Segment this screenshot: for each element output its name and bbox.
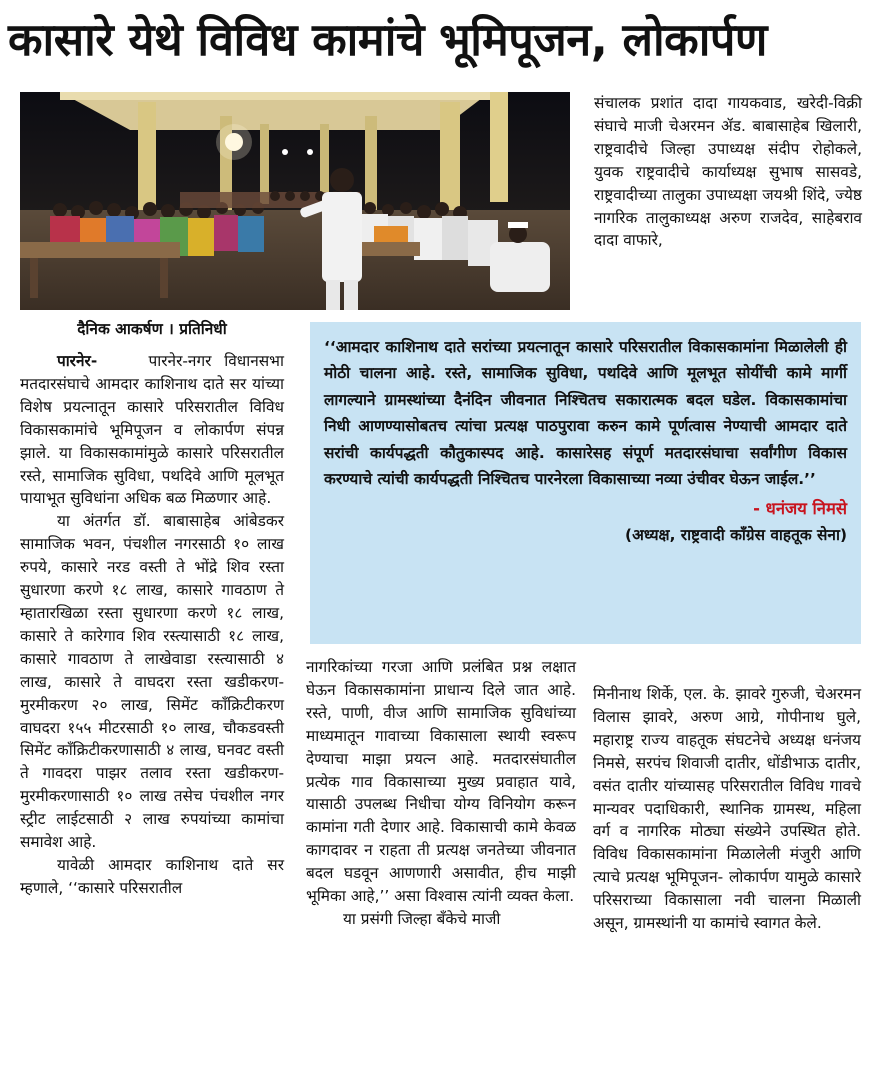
paragraph: यावेळी आमदार काशिनाथ दाते सर म्हणाले, ‘‘कासारे परिसरातील (20, 855, 284, 897)
paragraph: संचालक प्रशांत दादा गायकवाड, खरेदी-विक्री संघाचे माजी चेअरमन ॲड. बाबासाहेब खिलारी, राष्ट्रवादीचे जिल्हा उपाध्यक्ष संदीप रोहोकले, युवक राष्ट्रवादीचे कार्याध्यक्ष सुभाष सासवडे, राष्ट्रवादीच्या तालुका उपाध्यक्षा जयश्री शिंदे, ज्येष्ठ नागरिक तालुकाध्यक्ष अरुण राजदेव, साहेबराव दादा वाफारे, (594, 94, 862, 250)
column-1 (20, 350, 284, 900)
paragraph-text: पारनेर-नगर विधानसभा मतदारसंघाचे आमदार काशिनाथ दाते सर यांच्या विशेष प्रयत्नातून कासारे परिसरातील विविध विकासकामांचे भूमिपूजन व लोकार्पण संपन्न झाले. या विकासकामांमुळे कासारे परिसरातील रस्ते, सामाजिक सुविधा, पथदिवे आणि मूलभूत पायाभूत सुविधांना अधिक बळ मिळणार आहे. (20, 352, 284, 508)
paragraph: मिनीनाथ शिर्के, एल. के. झावरे गुरुजी, चेअरमन विलास झावरे, अरुण आग्रे, गोपीनाथ घुले, महाराष्ट्र राज्य वाहतूक संघटनेचे अध्यक्ष धनंजय निमसे, सरपंच शिवाजी दातीर, धोंडीभाऊ दातीर, वसंत दातीर यांच्यासह परिसरातील विविध गावचे मान्यवर पदाधिकारी, स्थानिक ग्रामस्थ, महिला वर्ग व नागरिक मोठ्या संख्येने उपस्थित होते. विविध विकासकामांना मिळालेली मंजुरी आणि त्याचे प्रत्यक्ष भूमिपूजन- लोकार्पण यामुळे कासारे परिसराच्या विकासाला नवी चालना मिळाली असून, ग्रामस्थांनी या कामांचे स्वागत केले. (593, 685, 861, 933)
quote-text: ‘‘आमदार काशिनाथ दाते सरांच्या प्रयत्नातून कासारे परिसरातील विकासकामांना मिळालेली ही मोठी चालना आहे. रस्ते, सामाजिक सुविधा, पथदिवे आणि मूलभूत सोयींची कामे मार्गी लागल्याने ग्रामस्थांच्या दैनंदिन जीवनात निश्चितच सकारात्मक बदल घडेल. विकासकामांचा निधी आणण्यासोबतच त्यांचा प्रत्यक्ष पाठपुरावा करुन कामे पूर्णत्वास नेण्याची आमदार दाते सरांची कार्यपद्धती कौतुकास्पद आहे. कासारेसह संपूर्ण मतदारसंघाचा सर्वांगीण विकास करण्याचे त्यांची कार्यपद्धती निश्चितच पारनेरला विकासाच्या नव्या उंचीवर घेऊन जाईल.’’ (324, 338, 847, 489)
paragraph (20, 350, 284, 510)
headline: कासारे येथे विविध कामांचे भूमिपूजन, लोकार्पण (8, 13, 767, 66)
paragraph: या प्रसंगी जिल्हा बँकेचे माजी (342, 909, 501, 928)
quote-author: - धनंजय निमसे (753, 499, 847, 519)
column-top-right (594, 92, 862, 252)
quote-author-title: (अध्यक्ष, राष्ट्रवादी काँग्रेस वाहतूक सेना) (625, 526, 847, 545)
paragraph: या अंतर्गत डॉ. बाबासाहेब आंबेडकर सामाजिक भवन, पंचशील नगरसाठी १० लाख रुपये, कासारे नरड वस्ती ते भोंद्रे शिव रस्ता सुधारणा करणे १८ लाख, कासारे गावठाण ते म्हातारखिळा रस्ता सुधारणा करणे १८ लाख, कासारे ते कारेगाव शिव रस्त्यासाठी १८ लाख, कासारे गावठाण ते लाखेवाडा रस्त्यासाठी ४ लाख, कासारे ते वाघदरा रस्ता खडीकरण- मुरमीकरण २० लाख, सिमेंट काँक्रिटीकरण वाघदरा १५५ मीटरसाठी १० लाख, चौकडवस्ती सिमेंट काँक्रिटीकरणासाठी ४ लाख, घनवट वस्ती ते गावदरा पाझर तलाव रस्ता खडीकरण-मुरमीकरणासाठी १० लाख तसेच पंचशील नगर स्ट्रीट लाईटसाठी २ लाख रुपयांच्या कामांचा समावेश आहे. (20, 512, 284, 852)
byline: दैनिक आकर्षण । प्रतिनिधी (77, 320, 227, 338)
column-2 (306, 656, 576, 931)
event-photo-icon (20, 92, 570, 310)
dateline-place: पारनेर- (56, 352, 98, 370)
column-3 (593, 683, 861, 935)
paragraph: नागरिकांच्या गरजा आणि प्रलंबित प्रश्न लक्षात घेऊन विकासकामांना प्राधान्य दिले जात आहे. रस्ते, पाणी, वीज आणि सामाजिक सुविधांच्या माध्यमातून गावाच्या विकासाला स्थायी स्वरूप देण्याचा माझा प्रयत्न आहे. मतदारसंघातील प्रत्येक गाव विकासाच्या मुख्य प्रवाहात यावे, यासाठी उपलब्ध निधीचा योग्य विनियोग करून कामांना गती देणार आहे. विकासाची कामे केवळ कागदावर न राहता ती प्रत्यक्ष जनतेच्या जीवनात बदल घडवून आणणारी असावीत, हीच माझी भूमिका आहे,’’ असा विश्वास त्यांनी व्यक्त केला. (306, 658, 576, 906)
quote-box (310, 322, 861, 644)
